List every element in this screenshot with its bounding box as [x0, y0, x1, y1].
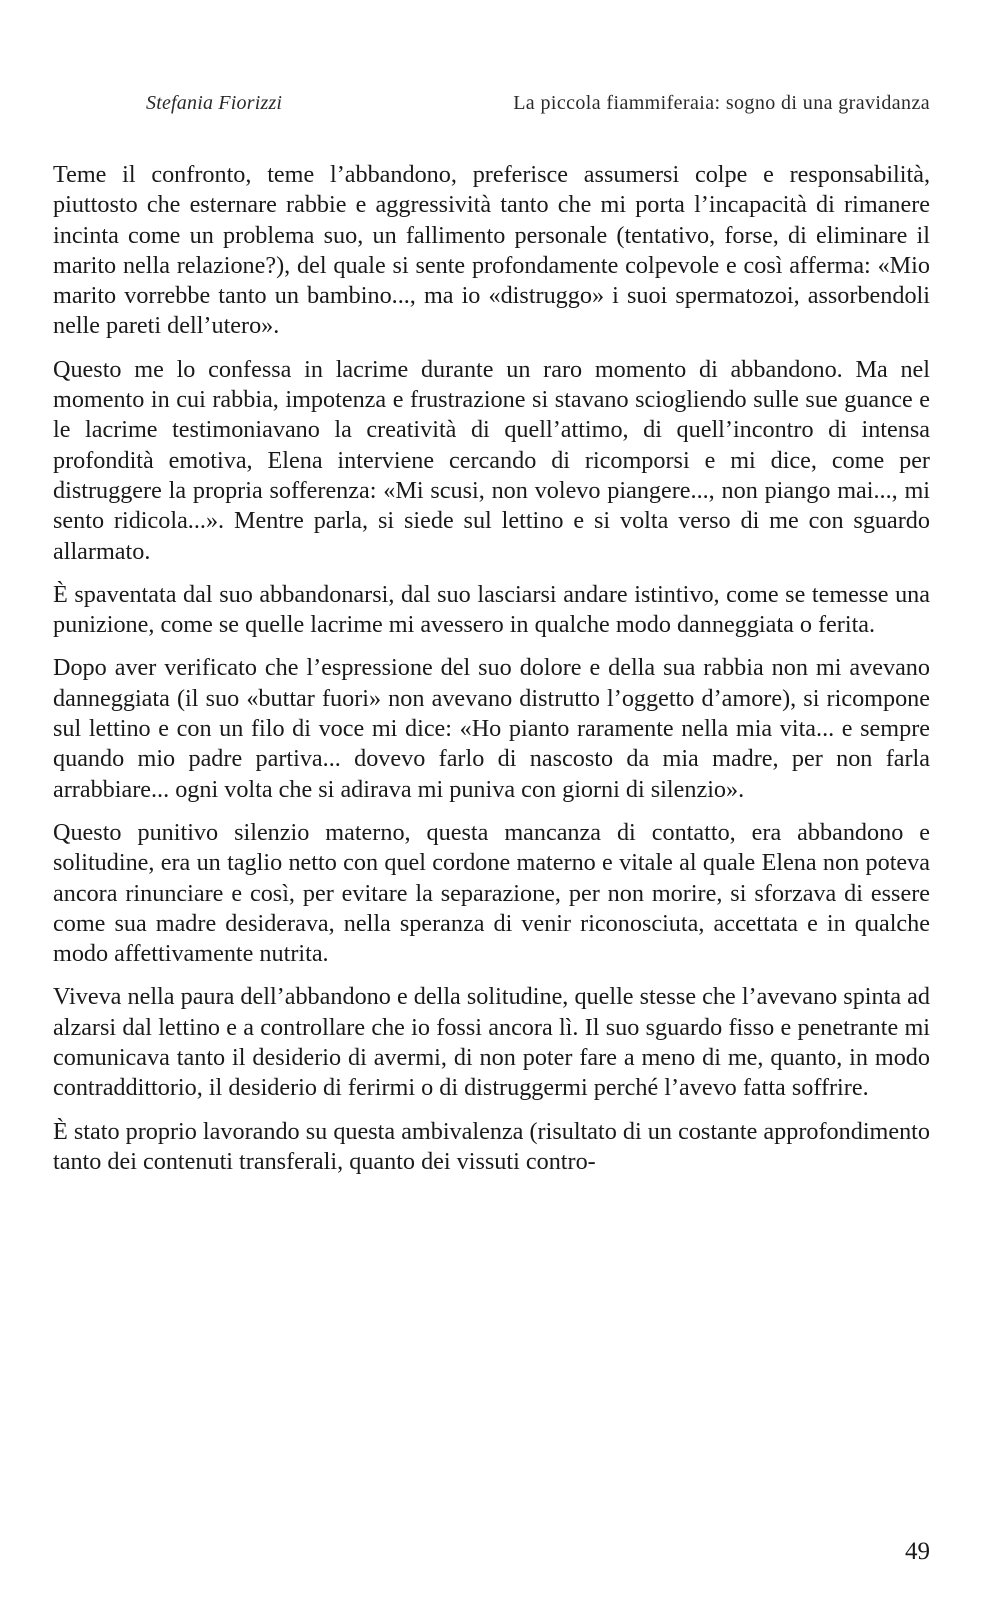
paragraph: Viveva nella paura dell’abbandono e della solitudine, quelle stesse che l’avevano spinta ad alzarsi dal lettino e a controllare che io fossi ancora lì. Il suo sguardo fisso e penetrante mi comunicava tanto il desiderio di avermi, di non poter fare a meno di me, quanto, in modo contraddittorio, il desiderio di ferirmi o di distruggermi perché l’avevo fatta soffrire.	[53, 983, 930, 1102]
page-number: 49	[905, 1538, 930, 1565]
paragraph: Questo me lo confessa in lacrime durante un raro momento di abbandono. Ma nel momento in cui rabbia, impotenza e frustrazione si stavano sciogliendo sulle sue guance e le lacrime testimoniavano la creatività di quell’attimo, di quell’incontro di intensa profondità emotiva, Elena interviene cercando di ricomporsi e mi dice, come per distruggere la propria sofferenza: «Mi scusi, non volevo piangere..., non piango mai..., mi sento ridicola...». Mentre parla, si siede sul lettino e si volta verso di me con sguardo allarmato.	[53, 355, 930, 565]
paragraph: È stato proprio lavorando su questa ambivalenza (risultato di un costante approfondimento tanto dei contenuti transferali, quanto dei vissuti contro-	[53, 1117, 930, 1175]
paragraph: Questo punitivo silenzio materno, questa mancanza di contatto, era abbandono e solitudine, era un taglio netto con quel cordone materno e vitale al quale Elena non poteva ancora rinunciare e così, per evitare la separazione, per non morire, si sforzava di essere come sua madre desiderava, nella speranza di venir riconosciuta, accettata e in qualche modo affettivamente nutrita.	[53, 818, 930, 968]
header-title: La piccola fiammiferaia: sogno di una gravidanza	[513, 92, 930, 114]
header-author: Stefania Fiorizzi	[146, 92, 283, 114]
body-text	[53, 160, 930, 1190]
paragraph: Dopo aver verificato che l’espressione del suo dolore e della sua rabbia non mi avevano danneggiata (il suo «buttar fuori» non avevano distrutto l’oggetto d’amore), si ricompone sul lettino e con un filo di voce mi dice: «Ho pianto raramente nella mia vita... e sempre quando mio padre partiva... dovevo farlo di nascosto da mia madre, per non farla arrabbiare... ogni volta che si adirava mi puniva con giorni di silenzio».	[53, 654, 930, 803]
running-header	[146, 92, 930, 122]
paragraph: Teme il confronto, teme l’abbandono, preferisce assumersi colpe e responsabilità, piuttosto che esternare rabbie e aggressività tanto che mi porta l’incapacità di rimanere incinta come un problema suo, un fallimento personale (tentativo, forse, di eliminare il marito nella relazione?), del quale si sente profondamente colpevole e così afferma: «Mio marito vorrebbe tanto un bambino..., ma io «distruggo» i suoi spermatozoi, assorbendoli nelle pareti dell’utero».	[53, 161, 930, 340]
paragraph: È spaventata dal suo abbandonarsi, dal suo lasciarsi andare istintivo, come se temesse una punizione, come se quelle lacrime mi avessero in qualche modo danneggiata o ferita.	[53, 580, 930, 639]
